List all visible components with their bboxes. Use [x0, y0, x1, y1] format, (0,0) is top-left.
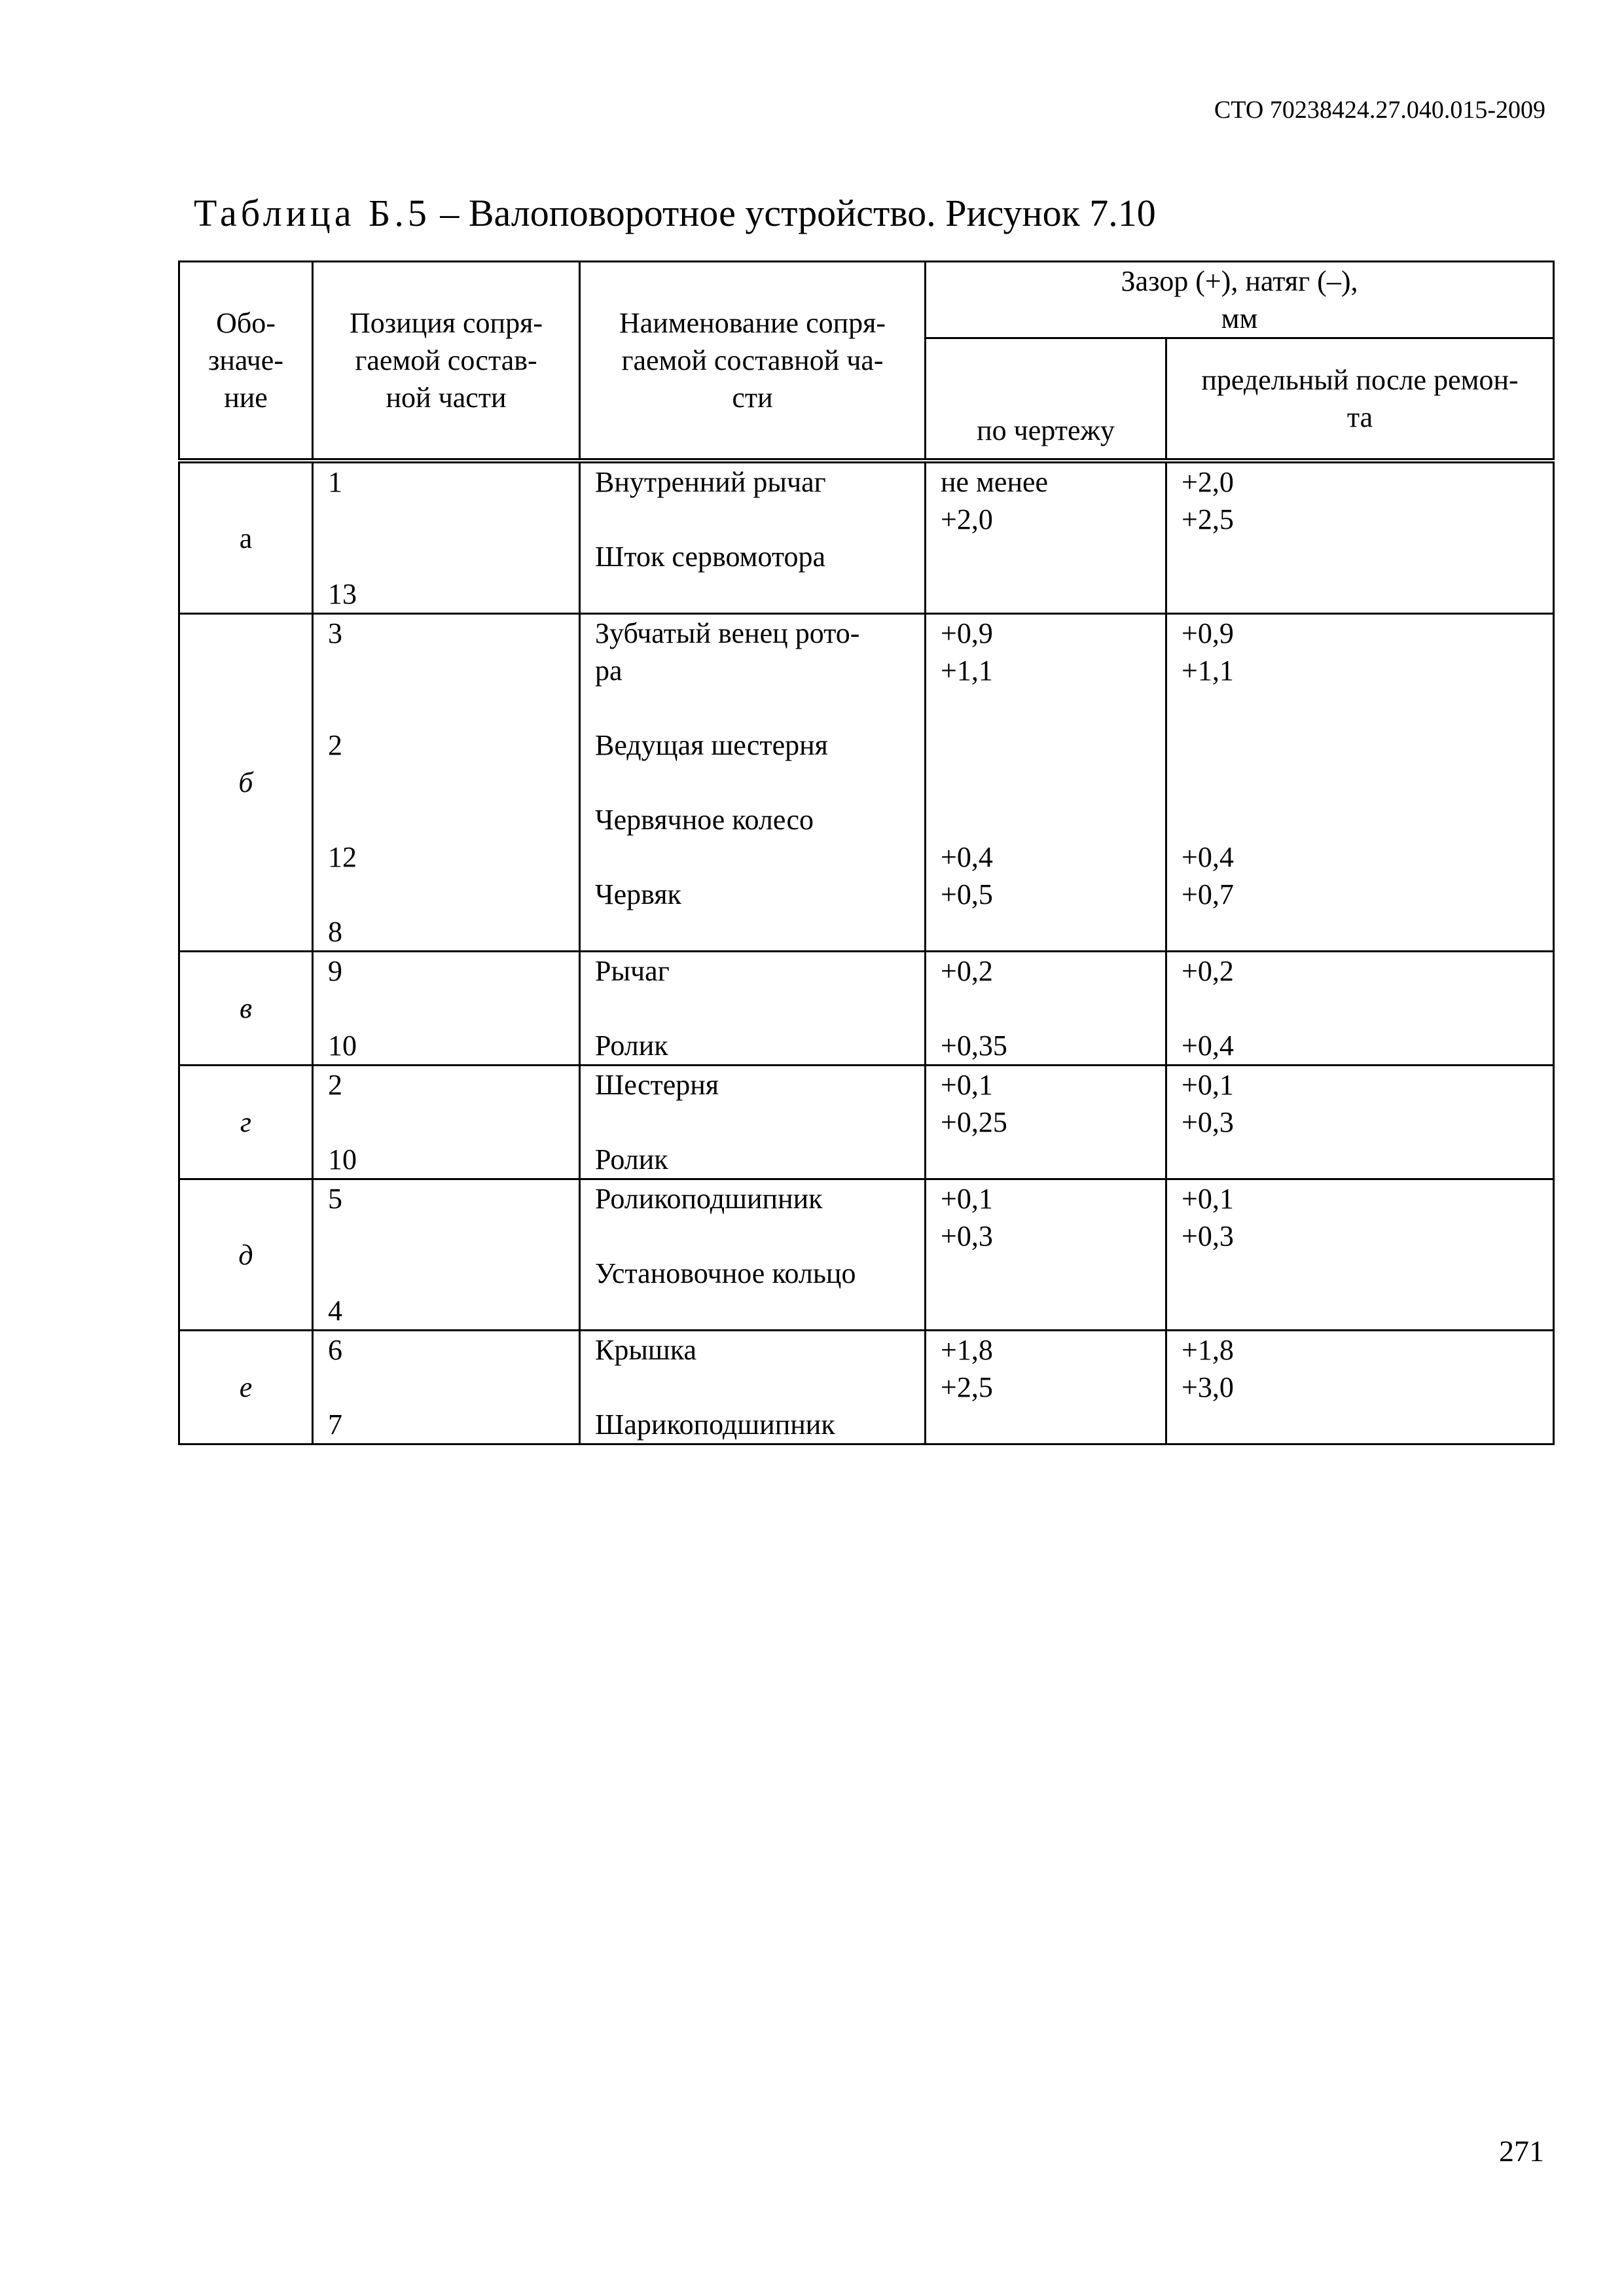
- table-caption: – Валоповоротное устройство. Рисунок 7.10: [430, 192, 1156, 234]
- row-by-drawing: +0,2 +0,35: [926, 952, 1166, 1066]
- row-positions: 1 13: [313, 461, 580, 614]
- header-clearance-group: Зазор (+), натяг (–), мм: [926, 262, 1554, 338]
- row-designation: а: [179, 461, 313, 614]
- row-by-drawing: +0,1 +0,25: [926, 1066, 1166, 1179]
- table-header: [179, 262, 1554, 461]
- row-positions: 2 10: [313, 1066, 580, 1179]
- row-part-names: Внутренний рычаг Шток сервомотора: [580, 461, 926, 614]
- row-positions: 6 7: [313, 1331, 580, 1444]
- row-positions: 5 4: [313, 1179, 580, 1331]
- document-code: СТО 70238424.27.040.015-2009: [1214, 96, 1545, 124]
- row-part-names: Крышка Шарикоподшипник: [580, 1331, 926, 1444]
- row-limit: +1,8 +3,0: [1166, 1331, 1554, 1444]
- row-part-names: Шестерня Ролик: [580, 1066, 926, 1179]
- row-part-names: Роликоподшипник Установочное кольцо: [580, 1179, 926, 1331]
- page-number: 271: [1499, 2134, 1544, 2168]
- table-row: [179, 461, 1554, 614]
- table-row: [179, 614, 1554, 952]
- row-part-names: Зубчатый венец рото- ра Ведущая шестерня Червячное колесо Червяк: [580, 614, 926, 952]
- table-label: Таблица Б.5: [194, 192, 431, 234]
- header-name: Наименование сопря- гаемой составной ча- сти: [580, 262, 926, 461]
- row-by-drawing: +1,8 +2,5: [926, 1331, 1166, 1444]
- header-limit-after-repair: предельный после ремон- та: [1166, 338, 1554, 461]
- table-row: [179, 1066, 1554, 1179]
- row-limit: +0,1 +0,3: [1166, 1179, 1554, 1331]
- row-limit: +0,1 +0,3: [1166, 1066, 1554, 1179]
- row-limit: +2,0 +2,5: [1166, 461, 1554, 614]
- table-row: [179, 1331, 1554, 1444]
- table-body: [179, 461, 1554, 1444]
- table-row: [179, 1179, 1554, 1331]
- header-position: Позиция сопря- гаемой состав- ной части: [313, 262, 580, 461]
- row-limit: +0,2 +0,4: [1166, 952, 1554, 1066]
- table-title: [194, 191, 1156, 235]
- row-by-drawing: +0,9 +1,1 +0,4 +0,5: [926, 614, 1166, 952]
- row-limit: +0,9 +1,1 +0,4 +0,7: [1166, 614, 1554, 952]
- clearance-table: [178, 260, 1555, 1445]
- row-designation: г: [179, 1066, 313, 1179]
- row-designation: д: [179, 1179, 313, 1331]
- table-row: [179, 952, 1554, 1066]
- row-part-names: Рычаг Ролик: [580, 952, 926, 1066]
- row-designation: е: [179, 1331, 313, 1444]
- header-by-drawing: по чертежу: [926, 338, 1166, 461]
- row-by-drawing: не менее +2,0: [926, 461, 1166, 614]
- row-by-drawing: +0,1 +0,3: [926, 1179, 1166, 1331]
- row-designation: в: [179, 952, 313, 1066]
- row-positions: 9 10: [313, 952, 580, 1066]
- row-designation: б: [179, 614, 313, 952]
- row-positions: 3 2 12 8: [313, 614, 580, 952]
- header-designation: Обо- значе- ние: [179, 262, 313, 461]
